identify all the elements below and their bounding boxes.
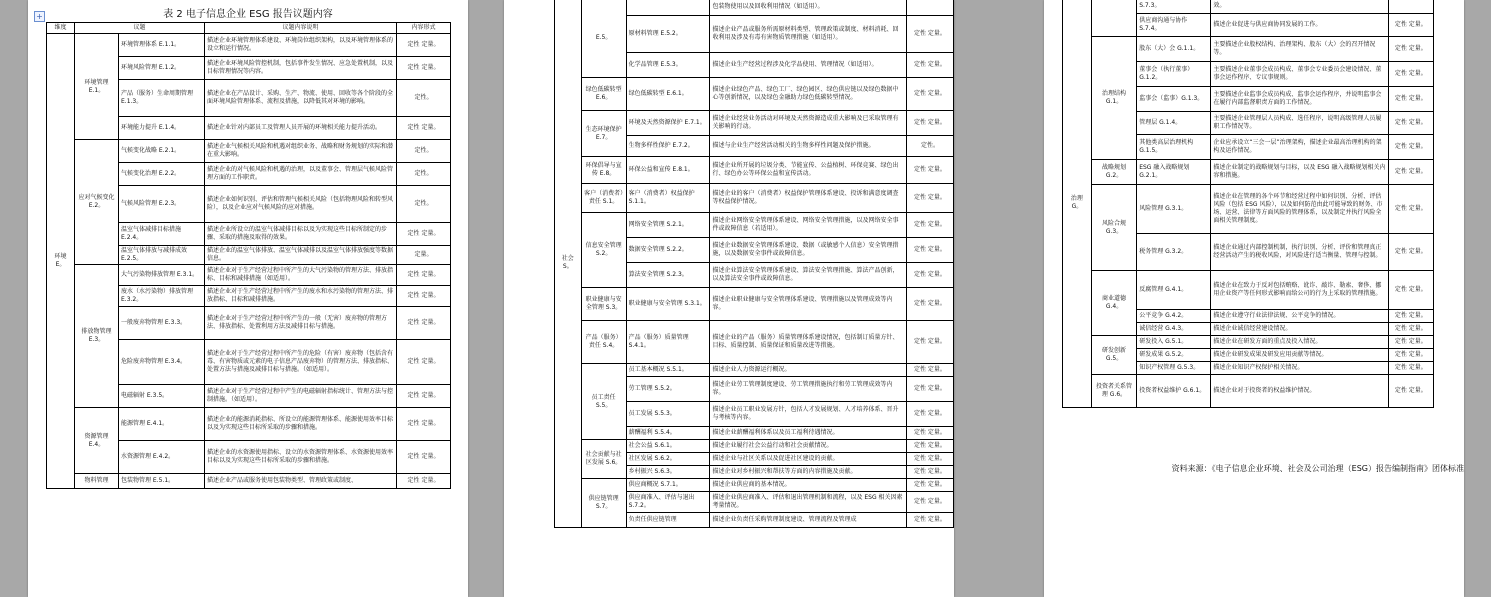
- description-cell: 描述企业供应商准入、评估和退出管理机制和流程，以及 ESG 相关因素考量情况。: [710, 492, 906, 513]
- group-cell: 物料管理: [75, 474, 119, 489]
- table-row: [1063, 0, 1434, 14]
- form-cell: 定性 定量。: [906, 288, 953, 321]
- description-cell: 描述企业算法安全管理体系建设、算法安全管理措施、算法产品创新，以及算法安全事件或故障信息。: [710, 263, 906, 288]
- description-cell: 描述企业环境管理体系建设、环境岗位组织架构，以及环境管理体系的设立和运行情况。: [205, 34, 397, 57]
- form-cell: 定性 定量。: [906, 402, 953, 427]
- table-row: [555, 157, 954, 184]
- description-cell: 描述企业遵守行业法律法规、公平竞争的情况。: [1211, 310, 1388, 323]
- esg-table-governance: [1062, 0, 1434, 408]
- description-cell: 描述企业绿色产品、绿色工厂、绿色园区、绿色供应链以及绿色数据中心等创新情况，以及绿色金融助力绿色低碳转型情况。: [710, 78, 906, 111]
- description-cell: 效。: [1211, 0, 1388, 14]
- dimension-cell: 环境 E。: [47, 34, 75, 489]
- form-cell: 定性 定量。: [1388, 349, 1433, 362]
- form-cell: [906, 0, 953, 16]
- topic-cell: 投资者权益维护 G.6.1。: [1137, 375, 1211, 408]
- form-cell: 定性 定量。: [906, 157, 953, 184]
- topic-cell: 员工基本概况 S.5.1。: [626, 364, 710, 377]
- group-cell: 资源管理 E.4。: [75, 408, 119, 474]
- topic-cell: 一般废弃物管理 E.3.3。: [119, 307, 205, 340]
- topic-cell: 监事会（监事）G.1.3。: [1137, 87, 1211, 112]
- description-cell: 主要描述企业董事会成员构成、董事会专业委员会建设情况、董事会运作程序、专议事规则。: [1211, 62, 1388, 87]
- description-cell: 描述企业网络安全管理体系建设、网络安全管理措施，以及网络安全事件或故障信息（若适用）。: [710, 213, 906, 238]
- topic-cell: 绿色低碳转型 E.6.1。: [626, 78, 710, 111]
- table-row: [555, 364, 954, 377]
- group-cell: [1091, 0, 1136, 37]
- form-cell: 定性 定量。: [1388, 87, 1433, 112]
- form-cell: 定性 定量。: [1388, 135, 1433, 160]
- description-cell: 包装物使用以及回收利用情况（如适用）。: [710, 0, 906, 16]
- form-cell: 定性 定量。: [906, 492, 953, 513]
- topic-cell: 原材料管理 E.5.2。: [626, 16, 710, 53]
- topic-cell: 知识产权管理 G.5.3。: [1137, 362, 1211, 375]
- esg-table-social: [554, 0, 954, 528]
- topic-cell: 化学品管理 E.5.3。: [626, 53, 710, 78]
- table-row: [555, 213, 954, 238]
- description-cell: 描述企业制定的战略规划与目标，以及 ESG 融入战略规划相关内容和措施。: [1211, 160, 1388, 185]
- header-form: 内容形式: [397, 23, 451, 34]
- table-header-row: [47, 23, 451, 34]
- topic-cell: 气候变化治理 E.2.2。: [119, 163, 205, 186]
- table-row: [555, 479, 954, 492]
- form-cell: 定性 定量。: [906, 213, 953, 238]
- form-cell: 定性 定量。: [397, 34, 451, 57]
- description-cell: 描述企业在管理的各个环节和经营过程中如何识别、分析、评估风险（包括 ESG 风险），以及如何防范由此可能导致的财务、市场、运营、法律等方面风险的管理体系，以及制定并执行风险全面相关管理制度。: [1211, 185, 1388, 234]
- topic-cell: 环境管理体系 E.1.1。: [119, 34, 205, 57]
- description-cell: 描述企业员工职业发展方针，包括人才发展规划、人才培养体系、晋升与考核等内容。: [710, 402, 906, 427]
- form-cell: 定性。: [397, 163, 451, 186]
- description-cell: 描述企业所开展的垃圾分类、节能宣传、公益植树、环保竞赛、绿色出行、绿色办公等环保公益和宣传活动。: [710, 157, 906, 184]
- group-cell: 环保倡导与宣传 E.8。: [581, 157, 626, 184]
- form-cell: 定性 定量。: [397, 340, 451, 385]
- form-cell: 定性 定量。: [906, 364, 953, 377]
- description-cell: 描述企业诚信经营建设情况。: [1211, 323, 1388, 336]
- form-cell: 定性 定量。: [906, 513, 953, 528]
- description-cell: 描述企业对于生产经营过程中所产生的危险（有害）废弃物（包括含有毒、有害物质或元素的电子信息产品废弃物）的管理方法、排放指标、处置方法与措施及减排目标与措施。（如适用）。: [205, 340, 397, 385]
- form-cell: 定性 定量。: [906, 479, 953, 492]
- group-cell: 商业道德 G.4。: [1091, 271, 1136, 336]
- description-cell: 描述企业的产品（服务）质量管理体系建设情况，包括制订质量方针、目标、质量控制、质量保证和质量改进等措施。: [710, 321, 906, 364]
- group-cell: 职业健康与安全管理 S.3。: [581, 288, 626, 321]
- form-cell: 定性 定量。: [1388, 37, 1433, 62]
- group-cell: 供应链管理 S.7。: [581, 479, 626, 528]
- group-cell: 治理结构 G.1。: [1091, 37, 1136, 160]
- topic-cell: 反腐管理 G.4.1。: [1137, 271, 1211, 310]
- topic-cell: 算法安全管理 S.2.3。: [626, 263, 710, 288]
- table-row: [1063, 271, 1434, 310]
- table-row: [1063, 375, 1434, 408]
- group-cell: 客户（消费者）责任 S.1。: [581, 184, 626, 213]
- topic-cell: 客户（消费者）权益保护 S.1.1。: [626, 184, 710, 213]
- group-cell: 社会贡献与社区发展 S.6。: [581, 440, 626, 479]
- description-cell: 描述与企业生产经营活动相关的生物多样性问题及保护措施。: [710, 136, 906, 157]
- description-cell: 描述企业产品或服务使用包装物类型、管理政策或制度、: [205, 474, 397, 489]
- form-cell: 定性。: [906, 136, 953, 157]
- topic-cell: 公平竞争 G.4.2。: [1137, 310, 1211, 323]
- topic-cell: 负责任供应链管理: [626, 513, 710, 528]
- form-cell: 定性 定量。: [1388, 185, 1433, 234]
- table-row: [47, 34, 451, 57]
- form-cell: 定性。: [397, 80, 451, 117]
- topic-cell: 数据安全管理 S.2.2。: [626, 238, 710, 263]
- form-cell: 定性 定量。: [906, 78, 953, 111]
- table-row: [47, 265, 451, 286]
- description-cell: 主要描述企业股权结构、治理架构、股东（大）会的召开情况等。: [1211, 37, 1388, 62]
- description-cell: 描述企业促进与供应商协同发展的工作。: [1211, 14, 1388, 37]
- table-move-handle-icon[interactable]: +: [34, 11, 45, 22]
- group-cell: 产品（服务）责任 S.4。: [581, 321, 626, 364]
- description-cell: 描述企业人力资源运行概况。: [710, 364, 906, 377]
- table-row: [555, 288, 954, 321]
- form-cell: 定性 定量。: [906, 111, 953, 136]
- description-cell: 描述企业知识产权保护相关情况。: [1211, 362, 1388, 375]
- group-cell: 风险合规 G.3。: [1091, 185, 1136, 271]
- description-cell: 描述企业的客户（消费者）权益保护管理体系建设、投诉和满意度调查等权益保护情况。: [710, 184, 906, 213]
- description-cell: 描述企业对乡村振兴和帮扶等方面的内容措施及贡献。: [710, 466, 906, 479]
- topic-cell: 温室气体排放与减排成效 E.2.5。: [119, 246, 205, 265]
- form-cell: 定性 定量。: [397, 57, 451, 80]
- description-cell: 主要描述企业监事会成员构成、监事会运作程序，并说明监事会在履行内部监督职责方面的工作情况。: [1211, 87, 1388, 112]
- group-cell: 生态环境保护 E.7。: [581, 111, 626, 157]
- description-cell: 主要描述企业管理层人员构成、选任程序，说明高级管理人员履职工作情况等。: [1211, 112, 1388, 135]
- topic-cell: 气候风险管理 E.2.3。: [119, 186, 205, 223]
- description-cell: 描述企业薪酬福利体系以及员工福利待遇情况。: [710, 427, 906, 440]
- header-description: 议题内容说明: [205, 23, 397, 34]
- description-cell: 描述企业在研发方面的重点及投入情况。: [1211, 336, 1388, 349]
- group-cell: 环境管理 E.1。: [75, 34, 119, 140]
- form-cell: 定性 定量。: [397, 117, 451, 140]
- form-cell: 定性 定量。: [906, 16, 953, 53]
- dimension-cell: 治理 G。: [1063, 0, 1092, 408]
- topic-cell: 电磁辐射 E.3.5。: [119, 385, 205, 408]
- group-cell: 信息安全管理 S.2。: [581, 213, 626, 288]
- topic-cell: 诚信经营 G.4.3。: [1137, 323, 1211, 336]
- topic-cell: 包装物管理 E.5.1。: [119, 474, 205, 489]
- table-row: [555, 0, 954, 16]
- topic-cell: 薪酬福利 S.5.4。: [626, 427, 710, 440]
- table-row: [47, 408, 451, 441]
- table-row: [555, 78, 954, 111]
- description-cell: 描述企业对于投资者的权益维护情况。: [1211, 375, 1388, 408]
- topic-cell: 温室气体减排目标措施 E.2.4。: [119, 223, 205, 246]
- dimension-cell: 社会 S。: [555, 0, 582, 528]
- topic-cell: 网络安全管理 S.2.1。: [626, 213, 710, 238]
- document-page-3: [1044, 0, 1464, 597]
- form-cell: 定性 定量。: [1388, 375, 1433, 408]
- form-cell: 定性 定量。: [1388, 271, 1433, 310]
- description-cell: 描述企业供应商的基本情况。: [710, 479, 906, 492]
- form-cell: 定性 定量。: [906, 440, 953, 453]
- topic-cell: 股东（大）会 G.1.1。: [1137, 37, 1211, 62]
- header-dimension: 维度: [47, 23, 75, 34]
- form-cell: 定性 定量。: [397, 474, 451, 489]
- topic-cell: 员工发展 S.5.3。: [626, 402, 710, 427]
- topic-cell: 水资源管理 E.4.2。: [119, 441, 205, 474]
- description-cell: 描述企业的温室气体排放、温室气体减排以及温室气体排放强度等数据信息。: [205, 246, 397, 265]
- form-cell: 定性 定量。: [1388, 336, 1433, 349]
- topic-cell: 风险管理 G.3.1。: [1137, 185, 1211, 234]
- form-cell: 定性 定量。: [906, 263, 953, 288]
- form-cell: 定性 定量。: [397, 286, 451, 307]
- description-cell: 描述企业环境风险管控机制，包括事件发生情况、应急处置机制，以及目标管理情况等内容。: [205, 57, 397, 80]
- topic-cell: 社区发展 S.6.2。: [626, 453, 710, 466]
- description-cell: 描述企业在产品设计、采购、生产、物流、使用、回收等各个阶段的全面环境风险管理体系、流程及措施，以降低其对环境的影响。: [205, 80, 397, 117]
- description-cell: 描述企业通过内部控制机制，执行识别、分析、评价和管理真正经营活动产生的税收风险，对风险进行适当衡量、管理与控制。: [1211, 234, 1388, 271]
- source-note: 资料来源：《电子信息企业环境、社会及公司治理（ESG）报告编制指南》团体标准: [1171, 464, 1464, 473]
- form-cell: 定性 定量。: [1388, 362, 1433, 375]
- form-cell: 定性 定量。: [906, 466, 953, 479]
- form-cell: 定性 定量。: [397, 385, 451, 408]
- table-row: [47, 474, 451, 489]
- description-cell: 描述企业气候相关风险和机遇对组织业务、战略和财务规划的实际和潜在重大影响。: [205, 140, 397, 163]
- table-row: [1063, 185, 1434, 234]
- form-cell: 定性 定量。: [1388, 234, 1433, 271]
- form-cell: 定性 定量。: [397, 408, 451, 441]
- topic-cell: 能源管理 E.4.1。: [119, 408, 205, 441]
- description-cell: 企业应承设立“三会一层”治理架构，描述企业最高治理机构的架构及运作情况。: [1211, 135, 1388, 160]
- topic-cell: 气候变化战略 E.2.1。: [119, 140, 205, 163]
- header-topic: 议题: [75, 23, 205, 34]
- description-cell: 描述企业对于生产经营过程中产生的电磁辐射指标统计、管理方法与控制措施。（如适用）。: [205, 385, 397, 408]
- form-cell: 定性 定量。: [1388, 310, 1433, 323]
- topic-cell: 乡村振兴 S.6.3。: [626, 466, 710, 479]
- topic-cell: 研发投入 G.5.1。: [1137, 336, 1211, 349]
- topic-cell: 环保公益和宣传 E.8.1。: [626, 157, 710, 184]
- description-cell: 描述企业的对气候风险和机遇的治理，以及董事会、管理层气候风险管理方面的工作职责。: [205, 163, 397, 186]
- form-cell: 定性 定量。: [1388, 112, 1433, 135]
- group-cell: 投资者关系管理 G.6。: [1091, 375, 1136, 408]
- topic-cell: 环境能力提升 E.1.4。: [119, 117, 205, 140]
- form-cell: 定性 定量。: [397, 307, 451, 340]
- group-cell: 员工责任 S.5。: [581, 364, 626, 440]
- topic-cell: S.7.3。: [1137, 0, 1211, 14]
- topic-cell: 大气污染物排放管理 E.3.1。: [119, 265, 205, 286]
- topic-cell: 管理层 G.1.4。: [1137, 112, 1211, 135]
- description-cell: 描述企业在致力于反对包括贿赂、讹诈、敲诈、勒索、奢侈、挪用企业资产等任何形式影响而给公司的行为上采取的管理措施。: [1211, 271, 1388, 310]
- description-cell: 描述企业对于生产经营过程中所产生的废水和水污染物的管理方法、排放指标、目标和减排措施。: [205, 286, 397, 307]
- description-cell: 描述企业数据安全管理体系建设、数据（或敏感个人信息）安全管理措施，以及数据安全事件或故障信息。: [710, 238, 906, 263]
- topic-cell: [626, 0, 710, 16]
- table-title: 表 2 电子信息企业 ESG 报告议题内容: [163, 9, 333, 20]
- table-row: [555, 321, 954, 364]
- description-cell: 描述企业产品或服务所需原材料类型、管理政策或制度、材料消耗、回收利用及涉及有毒有害物质管理措施（如适用）。: [710, 16, 906, 53]
- description-cell: 描述企业对于生产经营过程中所产生的大气污染物的管理方法、排放指标、目标和减排措施（如适用）。: [205, 265, 397, 286]
- form-cell: 定性 定量。: [906, 321, 953, 364]
- topic-cell: 社会公益 S.6.1。: [626, 440, 710, 453]
- table-row: [555, 111, 954, 136]
- topic-cell: 废水（水污染物）排放管理 E.3.2。: [119, 286, 205, 307]
- description-cell: 描述企业如何识别、评估和管理气候相关风险（包括物理风险和转型风险），以及企业应对气候风险的应对措施。: [205, 186, 397, 223]
- group-cell: 研发创新 G.5。: [1091, 336, 1136, 375]
- topic-cell: 危险废弃物管理 E.3.4。: [119, 340, 205, 385]
- form-cell: 定性。: [397, 186, 451, 223]
- description-cell: 描述企业的能源消耗指标、所设立的能源管理体系、能源使用效率目标以及为实现这些目标所采取的步骤和措施。: [205, 408, 397, 441]
- form-cell: 定性 定量。: [397, 265, 451, 286]
- form-cell: 定性 定量。: [397, 223, 451, 246]
- document-page-2: [504, 0, 954, 597]
- form-cell: 定性 定量。: [1388, 160, 1433, 185]
- form-cell: 定性 定量。: [397, 441, 451, 474]
- topic-cell: 供应商概况 S.7.1。: [626, 479, 710, 492]
- esg-table-environment: [46, 22, 451, 489]
- form-cell: 定性 定量。: [1388, 14, 1433, 37]
- topic-cell: 供应商沟通与协作 S.7.4。: [1137, 14, 1211, 37]
- form-cell: 定性 定量。: [906, 427, 953, 440]
- table-row: [1063, 336, 1434, 349]
- topic-cell: 董事会（执行董事）G.1.2。: [1137, 62, 1211, 87]
- description-cell: 描述企业劳工管理制度建设、劳工管理措施执行和劳工管理成效等内容。: [710, 377, 906, 402]
- form-cell: 定性 定量。: [906, 453, 953, 466]
- form-cell: 定性 定量。: [1388, 323, 1433, 336]
- topic-cell: 环境及天然资源保护 E.7.1。: [626, 111, 710, 136]
- table-row: [1063, 160, 1434, 185]
- topic-cell: 税务管理 G.3.2。: [1137, 234, 1211, 271]
- form-cell: 定性。: [397, 140, 451, 163]
- topic-cell: 职业健康与安全管理 S.3.1。: [626, 288, 710, 321]
- form-cell: 定性 定量。: [906, 184, 953, 213]
- description-cell: 描述企业的水资源使用指标、设立的水资源管理体系、水资源使用效率目标以及为实现这些目标所采取的步骤和措施。: [205, 441, 397, 474]
- description-cell: 描述企业负责任采购管理制度建设、管理流程及管理成: [710, 513, 906, 528]
- topic-cell: 研发成果 G.5.2。: [1137, 349, 1211, 362]
- table-row: [47, 140, 451, 163]
- topic-cell: 劳工管理 S.5.2。: [626, 377, 710, 402]
- topic-cell: 供应商准入、评估与退出 S.7.2。: [626, 492, 710, 513]
- description-cell: 描述企业生产经营过程涉及化学品使用、管理情况（如适用）。: [710, 53, 906, 78]
- table-row: [555, 184, 954, 213]
- topic-cell: 其他类高层治理机构 G.1.5。: [1137, 135, 1211, 160]
- description-cell: 描述企业经营业务活动对环境及天然资源造成重大影响及已采取管理有关影响的行动。: [710, 111, 906, 136]
- topic-cell: ESG 融入战略规划 G.2.1。: [1137, 160, 1211, 185]
- table-row: [1063, 37, 1434, 62]
- description-cell: 描述企业职业健康与安全管理体系建设、管理措施以及管理成效等内容。: [710, 288, 906, 321]
- description-cell: 描述企业与社区关系以及促进社区建设的贡献。: [710, 453, 906, 466]
- topic-cell: 产品（服务）质量管理 S.4.1。: [626, 321, 710, 364]
- group-cell: 战略规划 G.2。: [1091, 160, 1136, 185]
- form-cell: 定性 定量。: [906, 238, 953, 263]
- form-cell: 定性 定量。: [1388, 62, 1433, 87]
- topic-cell: 环境风险管理 E.1.2。: [119, 57, 205, 80]
- description-cell: 描述企业针对内部员工及管理人员开展的环境相关能力提升活动。: [205, 117, 397, 140]
- group-cell: 排放物管理 E.3。: [75, 265, 119, 408]
- description-cell: 描述企业履行社会公益行动和社会贡献情况。: [710, 440, 906, 453]
- topic-cell: 产品（服务）生命周期管理 E.1.3。: [119, 80, 205, 117]
- document-page-1: [28, 0, 468, 597]
- group-cell: 应对气候变化 E.2。: [75, 140, 119, 265]
- form-cell: 定性 定量。: [906, 53, 953, 78]
- group-cell: E.5。: [581, 0, 626, 78]
- form-cell: 定量。: [397, 246, 451, 265]
- description-cell: 描述企业所设立的温室气体减排目标以及为实现这些目标所制定的步骤、采取的措施及取得的效果。: [205, 223, 397, 246]
- description-cell: 描述企业研发成果及研发应用贡献等情况。: [1211, 349, 1388, 362]
- form-cell: 定性 定量。: [906, 377, 953, 402]
- group-cell: 绿色低碳转型 E.6。: [581, 78, 626, 111]
- table-row: [555, 440, 954, 453]
- description-cell: 描述企业对于生产经营过程中所产生的一般（无害）废弃物的管理方法、排放指标、处置利用方法及减排目标与措施。: [205, 307, 397, 340]
- topic-cell: 生物多样性保护 E.7.2。: [626, 136, 710, 157]
- form-cell: [1388, 0, 1433, 14]
